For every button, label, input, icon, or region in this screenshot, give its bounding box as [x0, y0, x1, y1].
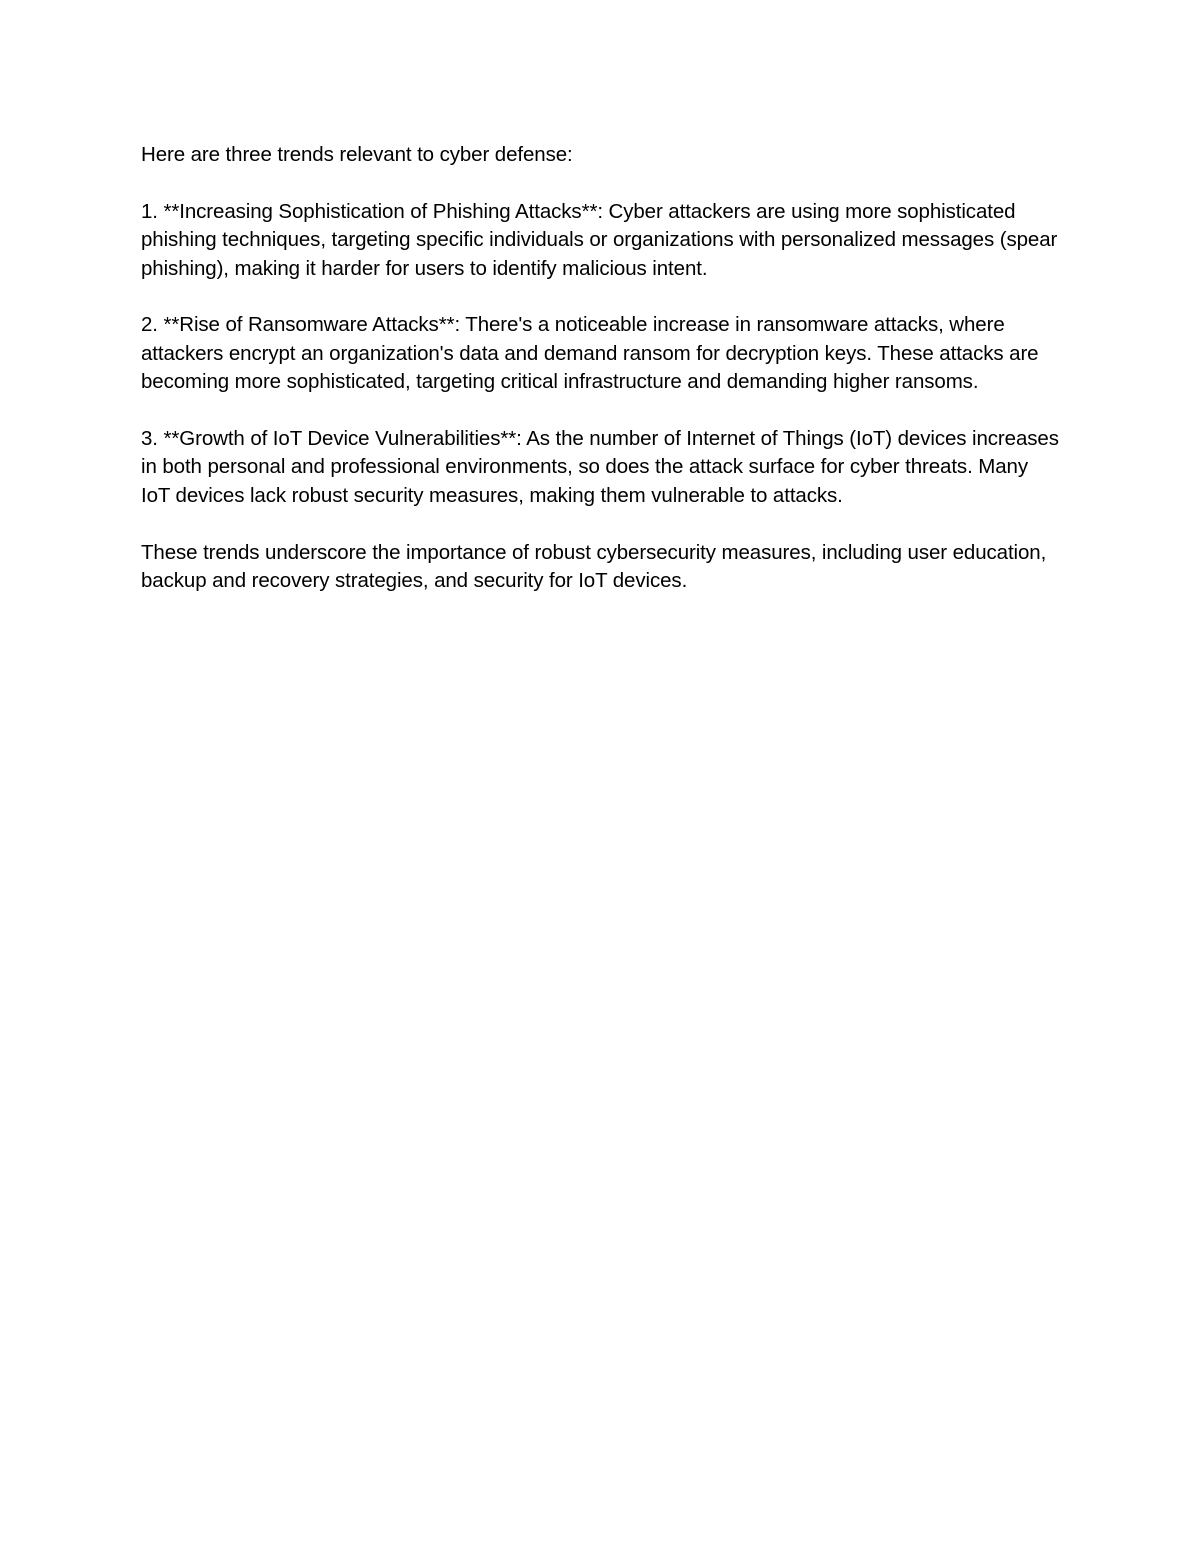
trend-item-3: 3. **Growth of IoT Device Vulnerabilities**: As the number of Internet of Things (IoT) devices increases in both personal and professional environments, so does the attack surface for cyber threats. Many IoT devices lack robust security measures, making them vulnerable to attacks.: [141, 427, 1059, 507]
conclusion-paragraph: These trends underscore the importance of robust cybersecurity measures, including user education, backup and recovery strategies, and security for IoT devices.: [141, 540, 1047, 593]
trend-item-1: 1. **Increasing Sophistication of Phishing Attacks**: Cyber attackers are using more sophisticated phishing techniques, targeting specific individuals or organizations with personalized messages (spear phishing), making it harder for users to identify malicious intent.: [141, 199, 1058, 280]
intro-paragraph: Here are three trends relevant to cyber defense:: [141, 143, 573, 166]
document-body: [141, 141, 1061, 624]
trend-item-2: 2. **Rise of Ransomware Attacks**: There's a noticeable increase in ransomware attacks, where attackers encrypt an organization's data and demand ransom for decryption keys. These attacks are becoming more sophisticated, targeting critical infrastructure and demanding higher ransoms.: [141, 313, 1039, 394]
